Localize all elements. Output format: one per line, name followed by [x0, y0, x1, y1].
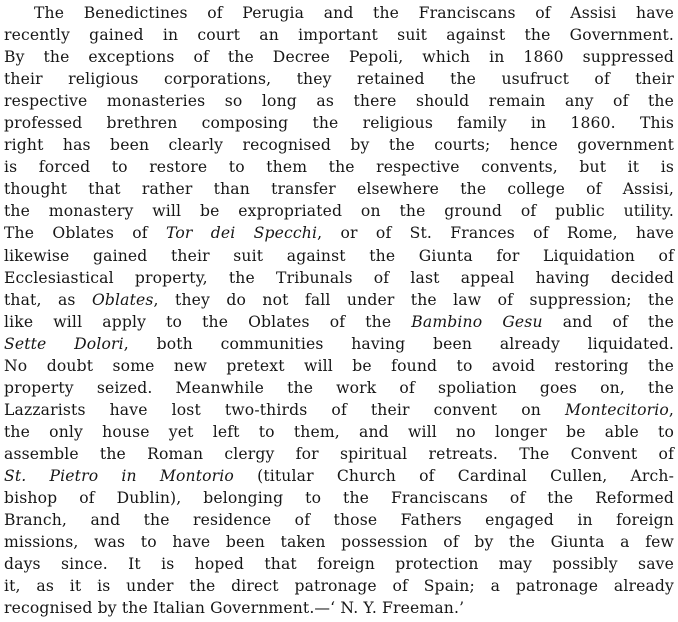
italic-name: Bambino Gesu	[411, 312, 543, 331]
italic-name: Sette Dolori	[4, 334, 124, 353]
line-text: recognised by the Italian Government.—‘ N. Y. Freeman.’	[4, 599, 465, 618]
text-line	[4, 289, 674, 311]
line-text: the only house yet left to them, and will no longer be able to	[4, 422, 674, 441]
italic-name: Montecitorio	[564, 400, 669, 419]
line-text: bishop of Dublin), belonging to the Franciscans of the Reformed	[4, 489, 674, 508]
text-line	[4, 222, 674, 244]
line-text: , or of St. Frances of Rome, have	[317, 224, 675, 243]
text-line	[4, 443, 674, 465]
text-line	[4, 2, 674, 24]
text-line	[4, 421, 674, 443]
text-line	[4, 90, 674, 112]
line-text: assemble the Roman clergy for spiritual retreats. The Convent of	[4, 444, 674, 463]
text-line	[4, 355, 674, 377]
text-line	[4, 399, 674, 421]
line-text: Lazzarists have lost two-thirds of their convent on	[4, 400, 565, 419]
line-text: (titular Church of Cardinal Cullen, Arch-	[233, 466, 674, 485]
line-text: Ecclesiastical property, the Tribunals of last appeal having decided	[4, 268, 674, 287]
text-line	[4, 134, 674, 156]
text-line	[4, 333, 674, 355]
text-line	[4, 156, 674, 178]
line-text: No doubt some new pretext will be found to avoid restoring the	[4, 356, 674, 375]
text-line	[4, 200, 674, 222]
italic-name: Tor dei Specchi	[166, 224, 318, 243]
line-text: By the exceptions of the Decree Pepoli, which in 1860 suppressed	[4, 48, 674, 67]
line-text: their religious corporations, they retained the usufruct of their	[4, 70, 674, 89]
line-text: is forced to restore to them the respective convents, but it is	[4, 158, 674, 177]
text-line	[4, 553, 674, 575]
text-line	[4, 575, 674, 597]
line-text: , they do not fall under the law of suppression; the	[153, 290, 674, 309]
line-text: and of the	[542, 312, 674, 331]
text-line	[4, 24, 674, 46]
line-text: right has been clearly recognised by the courts; hence government	[4, 136, 674, 155]
line-text: thought that rather than transfer elsewhere the college of Assisi,	[4, 180, 674, 199]
line-text: ,	[668, 400, 674, 419]
line-text: respective monasteries so long as there should remain any of the	[4, 92, 674, 111]
text-line	[4, 311, 674, 333]
text-line	[4, 46, 674, 68]
text-line	[4, 267, 674, 289]
line-text: The Benedictines of Perugia and the Franciscans of Assisi have	[34, 4, 674, 22]
italic-name: Oblates	[91, 290, 154, 309]
line-text: professed brethren composing the religious family in 1860. This	[4, 114, 674, 133]
text-line	[4, 487, 674, 509]
line-text: recently gained in court an important suit against the Government.	[4, 26, 674, 45]
text-line	[4, 112, 674, 134]
line-text: likewise gained their suit against the Giunta for Liquidation of	[4, 246, 674, 265]
line-text: like will apply to the Oblates of the	[4, 312, 412, 331]
text-line	[4, 178, 674, 200]
line-text: days since. It is hoped that foreign protection may possibly save	[4, 555, 674, 574]
text-line	[4, 245, 674, 267]
line-text: Branch, and the residence of those Fathers engaged in foreign	[4, 511, 674, 530]
line-text: that, as	[4, 290, 92, 309]
text-line	[4, 68, 674, 90]
line-text: it, as it is under the direct patronage of Spain; a patronage already	[4, 577, 674, 596]
text-line	[4, 509, 674, 531]
text-line	[4, 531, 674, 553]
text-line	[4, 377, 674, 399]
text-line	[4, 597, 674, 619]
line-text: missions, was to have been taken possession of by the Giunta a few	[4, 533, 674, 552]
line-text: the monastery will be expropriated on the ground of public utility.	[4, 202, 674, 221]
text-line	[4, 465, 674, 487]
line-text: The Oblates of	[4, 224, 166, 243]
italic-name: St. Pietro in Montorio	[4, 466, 234, 485]
article-text-block	[4, 2, 674, 619]
line-text: , both communities having been already liquidated.	[123, 334, 675, 353]
line-text: property seized. Meanwhile the work of spoliation goes on, the	[4, 378, 674, 397]
